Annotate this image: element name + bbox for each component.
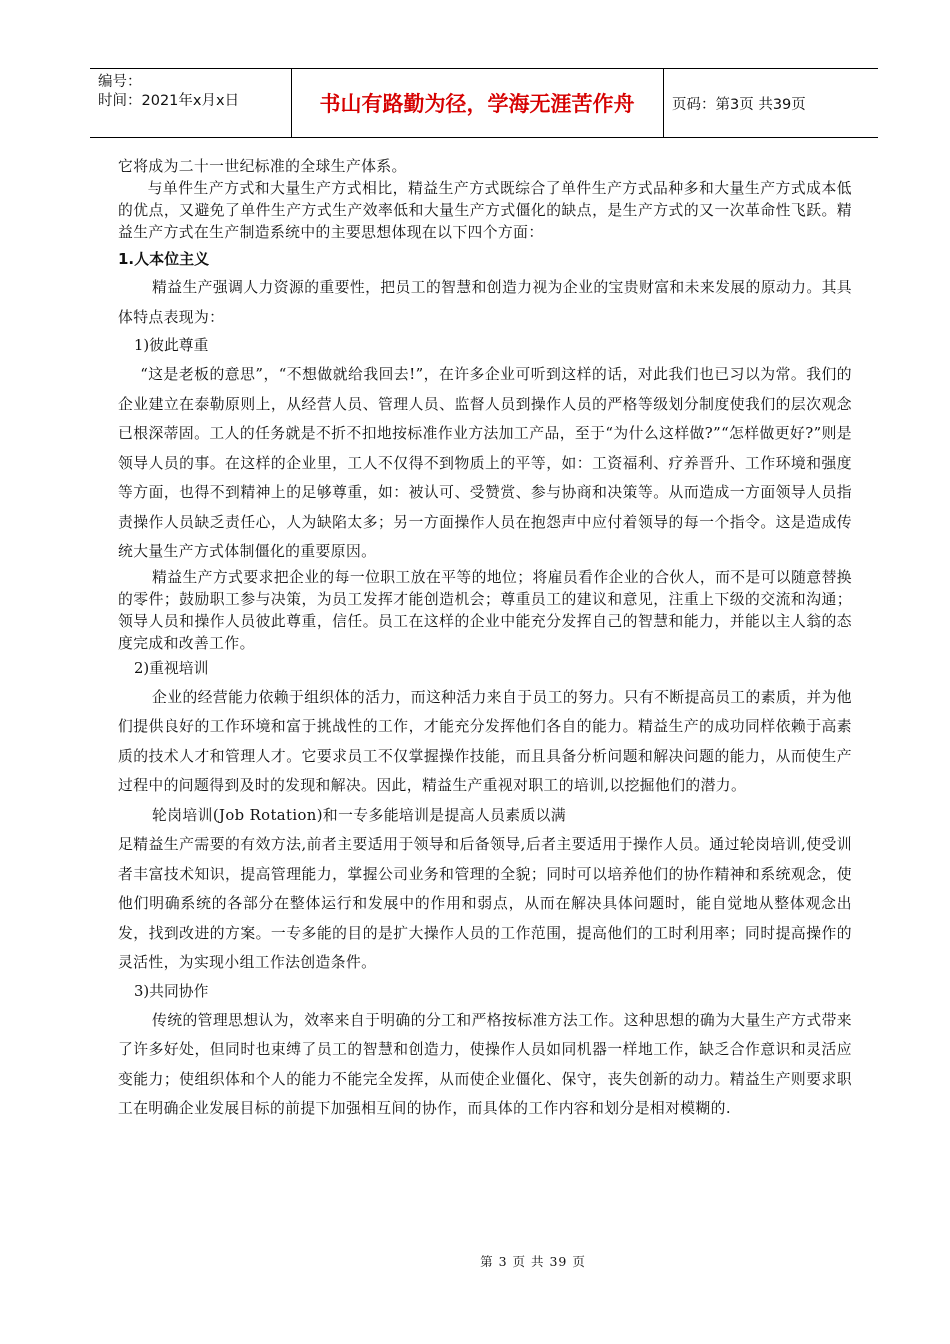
paragraph: 企业的经营能力依赖于组织体的活力，而这种活力来自于员工的努力。只有不断提高员工的素质，并为他们提供良好的工作环境和富于挑战性的工作，才能充分发挥他们各自的能力。精益生产的成功同样依赖于高素质的技术人才和管理人才。它要求员工不仅掌握操作技能，而且具备分析问题和解决问题的能力，从而使生产过程中的问题得到及时的发现和解决。因此，精益生产重视对职工的培训,以挖掘他们的潜力。 <box>118 688 852 794</box>
page-header <box>90 68 878 138</box>
header-meta <box>90 69 291 137</box>
subsection-heading: 2)重视培训 <box>134 659 209 677</box>
document-body <box>118 156 852 1124</box>
section-heading: 1.人本位主义 <box>118 250 210 268</box>
header-page-info: 页码：第3页 共39页 <box>672 96 806 113</box>
paragraph: 精益生产强调人力资源的重要性，把员工的智慧和创造力视为企业的宝贵财富和未来发展的原动力。其具体特点表现为： <box>118 279 852 326</box>
header-motto: 书山有路勤为径，学海无涯苦作舟 <box>319 92 635 116</box>
paragraph: “这是老板的意思”，“不想做就给我回去!”，在许多企业可听到这样的话，对此我们也已习以为常。我们的企业建立在泰勒原则上，从经营人员、管理人员、监督人员到操作人员的严格等级划分制度使我们的层次观念已根深蒂固。工人的任务就是不折不扣地按标准作业方法加工产品，至于“为什么这样做?”“怎样做更好?”则是领导人员的事。在这样的企业里，工人不仅得不到物质上的平等，如：工资福利、疗养晋升、工作环境和强度等方面，也得不到精神上的足够尊重，如：被认可、受赞赏、参与协商和决策等。从而造成一方面领导人员指责操作人员缺乏责任心，人为缺陷太多；另一方面操作人员在抱怨声中应付着领导的每一个指令。这是造成传统大量生产方式体制僵化的重要原因。 <box>118 366 852 560</box>
time-label: 时间：2021年x月x日 <box>98 93 240 109</box>
page-footer: 第 3 页 共 39 页 <box>480 1254 586 1269</box>
paragraph: 轮岗培训(Job Rotation)和一专多能培训是提高人员素质以满 <box>152 806 567 824</box>
paragraph: 与单件生产方式和大量生产方式相比，精益生产方式既综合了单件生产方式品种多和大量生产方式成本低的优点，又避免了单件生产方式生产效率低和大量生产方式僵化的缺点，是生产方式的又一次革命性飞跃。精益生产方式在生产制造系统中的主要思想体现在以下四个方面： <box>118 180 852 241</box>
subsection-heading: 3)共同协作 <box>134 982 209 1000</box>
paragraph: 精益生产方式要求把企业的每一位职工放在平等的地位；将雇员看作企业的合伙人，而不是可以随意替换的零件；鼓励职工参与决策，为员工发挥才能创造机会；尊重员工的建议和意见，注重上下级的交流和沟通；领导人员和操作人员彼此尊重，信任。员工在这样的企业中能充分发挥自己的智慧和能力，并能以主人翁的态度完成和改善工作。 <box>118 568 852 652</box>
paragraph: 它将成为二十一世纪标准的全球生产体系。 <box>118 158 407 175</box>
paragraph: 足精益生产需要的有效方法,前者主要适用于领导和后备领导,后者主要适用于操作人员。通过轮岗培训,使受训者丰富技术知识，提高管理能力，掌握公司业务和管理的全貌；同时可以培养他们的协作精神和系统观念，使他们明确系统的各部分在整体运行和发展中的作用和弱点，从而在解决具体问题时，能自觉地从整体观念出发，找到改进的方案。一专多能的目的是扩大操作人员的工作范围，提高他们的工时利用率；同时提高操作的灵活性，为实现小组工作法创造条件。 <box>118 836 852 971</box>
subsection-heading: 1)彼此尊重 <box>134 337 209 354</box>
number-label: 编号： <box>98 74 142 90</box>
paragraph: 传统的管理思想认为，效率来自于明确的分工和严格按标准方法工作。这种思想的确为大量生产方式带来了许多好处，但同时也束缚了员工的智慧和创造力，使操作人员如同机器一样地工作，缺乏合作意识和灵活应变能力；使组织体和个人的能力不能完全发挥，从而使企业僵化、保守，丧失创新的动力。精益生产则要求职工在明确企业发展目标的前提下加强相互间的协作，而具体的工作内容和划分是相对模糊的. <box>118 1011 852 1117</box>
